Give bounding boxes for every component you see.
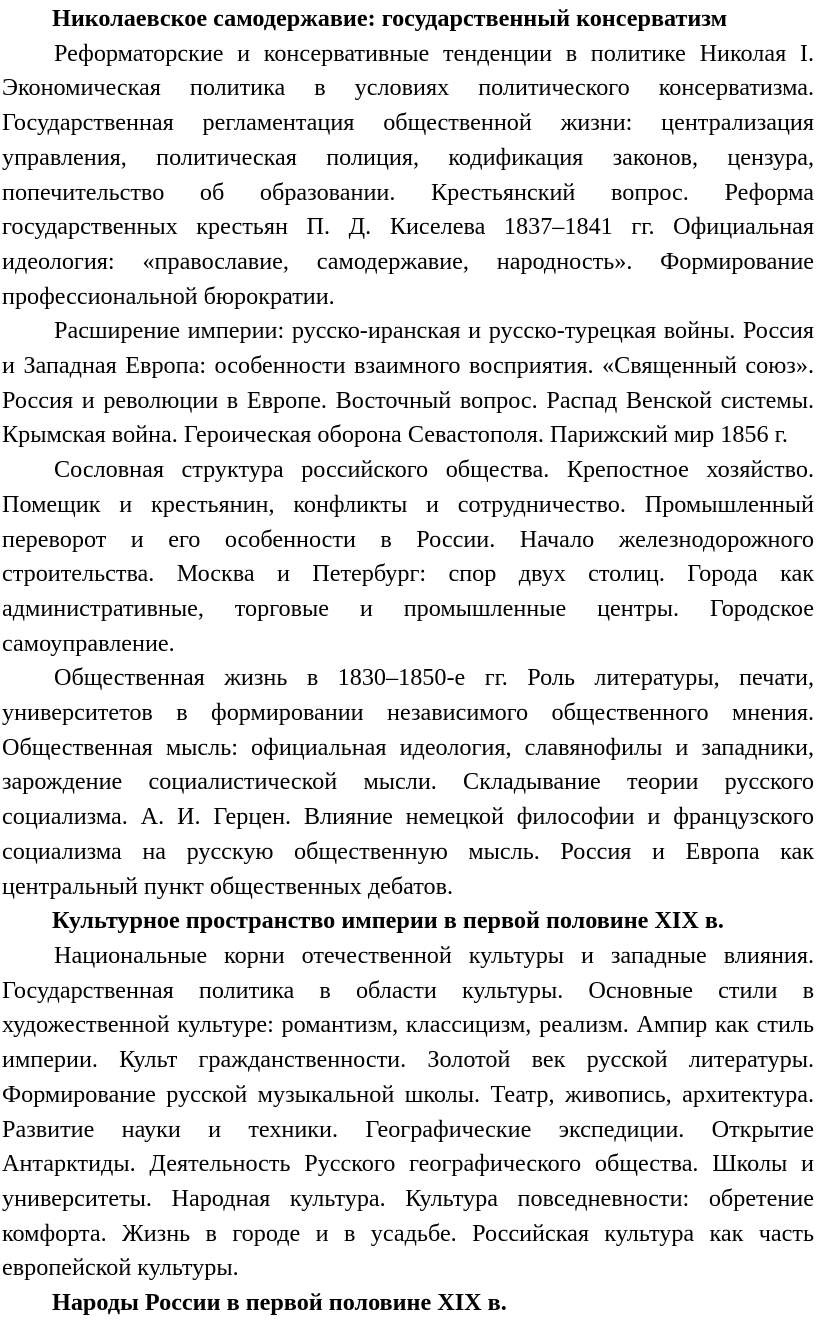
paragraph-policy: Реформаторские и консервативные тенденции в политике Николая I. Экономическая политика в условиях политического консерватизма. Государственная регламентация общественной жизни: централизация управления, политическая полиция, кодификация законов, цензура, попечительство об образовании. Крестьянский вопрос. Реформа государственных крестьян П. Д. Киселева 1837–1841 гг. Официальная идеология: «православие, самодержавие, народность». Формирование профессиональной бюрократии. [2,39,814,310]
section-heading-autocracy: Николаевское самодержавие: государственный консерватизм [52,5,728,32]
paragraph-foreign-policy: Расширение империи: русско-иранская и русско-турецкая войны. Россия и Западная Европа: особенности взаимного восприятия. «Священный союз». Россия и революции в Европе. Восточный вопрос. Распад Венской системы. Крымская война. Героическая оборона Севастополя. Парижский мир 1856 г. [2,317,814,449]
paragraph-public-life: Общественная жизнь в 1830–1850-е гг. Роль литературы, печати, университетов в формировании независимого общественного мнения. Общественная мысль: официальная идеология, славянофилы и западники, зарождение социалистической мысли. Складывание теории русского социализма. А. И. Герцен. Влияние немецкой философии и французского социализма на русскую общественную мысль. Россия и Европа как центральный пункт общественных дебатов. [2,664,814,900]
section-heading-culture: Культурное пространство империи в первой половине XIX в. [52,907,724,935]
paragraph-culture: Национальные корни отечественной культуры и западные влияния. Государственная политика в области культуры. Основные стили в художественной культуре: романтизм, классицизм, реализм. Ампир как стиль империи. Культ гражданственности. Золотой век русской литературы. Формирование русской музыкальной школы. Театр, живопись, архитектура. Развитие науки и техники. Географические экспедиции. Открытие Антарктиды. Деятельность Русского географического общества. Школы и университеты. Народная культура. Культура повседневности: обретение комфорта. Жизнь в городе и в усадьбе. Российская культура как часть европейской культуры. [2,941,814,1282]
section-heading-peoples: Народы России в первой половине XIX в. [52,1289,507,1317]
paragraph-society: Сословная структура российского общества. Крепостное хозяйство. Помещик и крестьянин, конфликты и сотрудничество. Промышленный переворот и его особенности в России. Начало железнодорожного строительства. Москва и Петербург: спор двух столиц. Города как административные, торговые и промышленные центры. Городское самоуправление. [2,456,814,657]
